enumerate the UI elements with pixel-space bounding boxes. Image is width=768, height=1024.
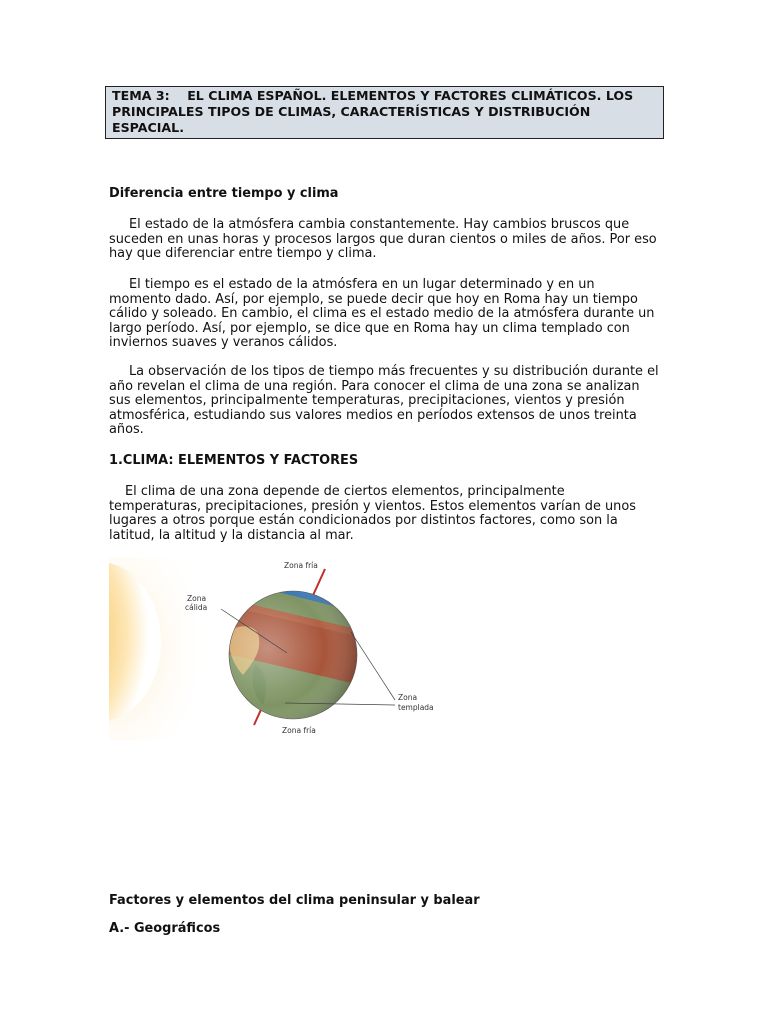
paragraph-weather-definition: El tiempo es el estado de la atmósfera en un lugar determinado y en un momento dado. Así, por ejemplo, se puede decir que hoy en Roma hay un tiempo cálido y soleado. En cambio, el clima es el estado medio de la atmósfera durante un largo período. Así, por ejemplo, se dice que en Roma hay un clima templado con inviernos suaves y veranos cálidos.: [109, 277, 655, 351]
section-heading-weather-climate: Diferencia entre tiempo y clima: [109, 186, 339, 201]
label-temperate-zone-1: Zona: [398, 693, 418, 702]
label-temperate-zone-2: templada: [398, 703, 434, 712]
topic-title: EL CLIMA ESPAÑOL. ELEMENTOS Y FACTORES CLIMÁTICOS. LOS PRINCIPALES TIPOS DE CLIMAS, CARACTERÍSTICAS Y DISTRIBUCIÓN ESPACIAL.: [112, 88, 634, 135]
paragraph-climate-elements: El clima de una zona depende de ciertos elementos, principalmente temperaturas, precipitaciones, presión y vientos. Estos elementos varían de unos lugares a otros porque están condicionados por distintos factores, como son la latitud, la altitud y la distancia al mar.: [109, 484, 636, 543]
topic-title-box: [105, 86, 664, 139]
section-heading-peninsular-factors: Factores y elementos del clima peninsular y balear: [109, 893, 480, 908]
climate-zones-figure: [109, 557, 439, 740]
label-cold-zone-top: Zona fría: [284, 561, 318, 570]
subheading-geographic: A.- Geográficos: [109, 921, 221, 936]
label-warm-zone-1: Zona: [187, 594, 207, 603]
label-cold-zone-bottom: Zona fría: [282, 726, 316, 735]
topic-number: TEMA 3:: [112, 88, 170, 103]
label-warm-zone-2: cálida: [185, 603, 208, 612]
paragraph-climate-observation: La observación de los tipos de tiempo más frecuentes y su distribución durante el año revelan el clima de una región. Para conocer el clima de una zona se analizan sus elementos, principalmente temperaturas, precipitaciones, vientos y presión atmosférica, estudiando sus valores medios en períodos extensos de unos treinta años.: [109, 364, 659, 438]
globe-icon: [219, 577, 369, 737]
section-heading-climate-elements: 1.CLIMA: ELEMENTOS Y FACTORES: [109, 453, 359, 468]
paragraph-atmosphere: El estado de la atmósfera cambia constantemente. Hay cambios bruscos que suceden en unas horas y procesos largos que duran cientos o miles de años. Por eso hay que diferenciar entre tiempo y clima.: [109, 217, 657, 262]
temperate-zone-pointer-1: [351, 632, 395, 700]
